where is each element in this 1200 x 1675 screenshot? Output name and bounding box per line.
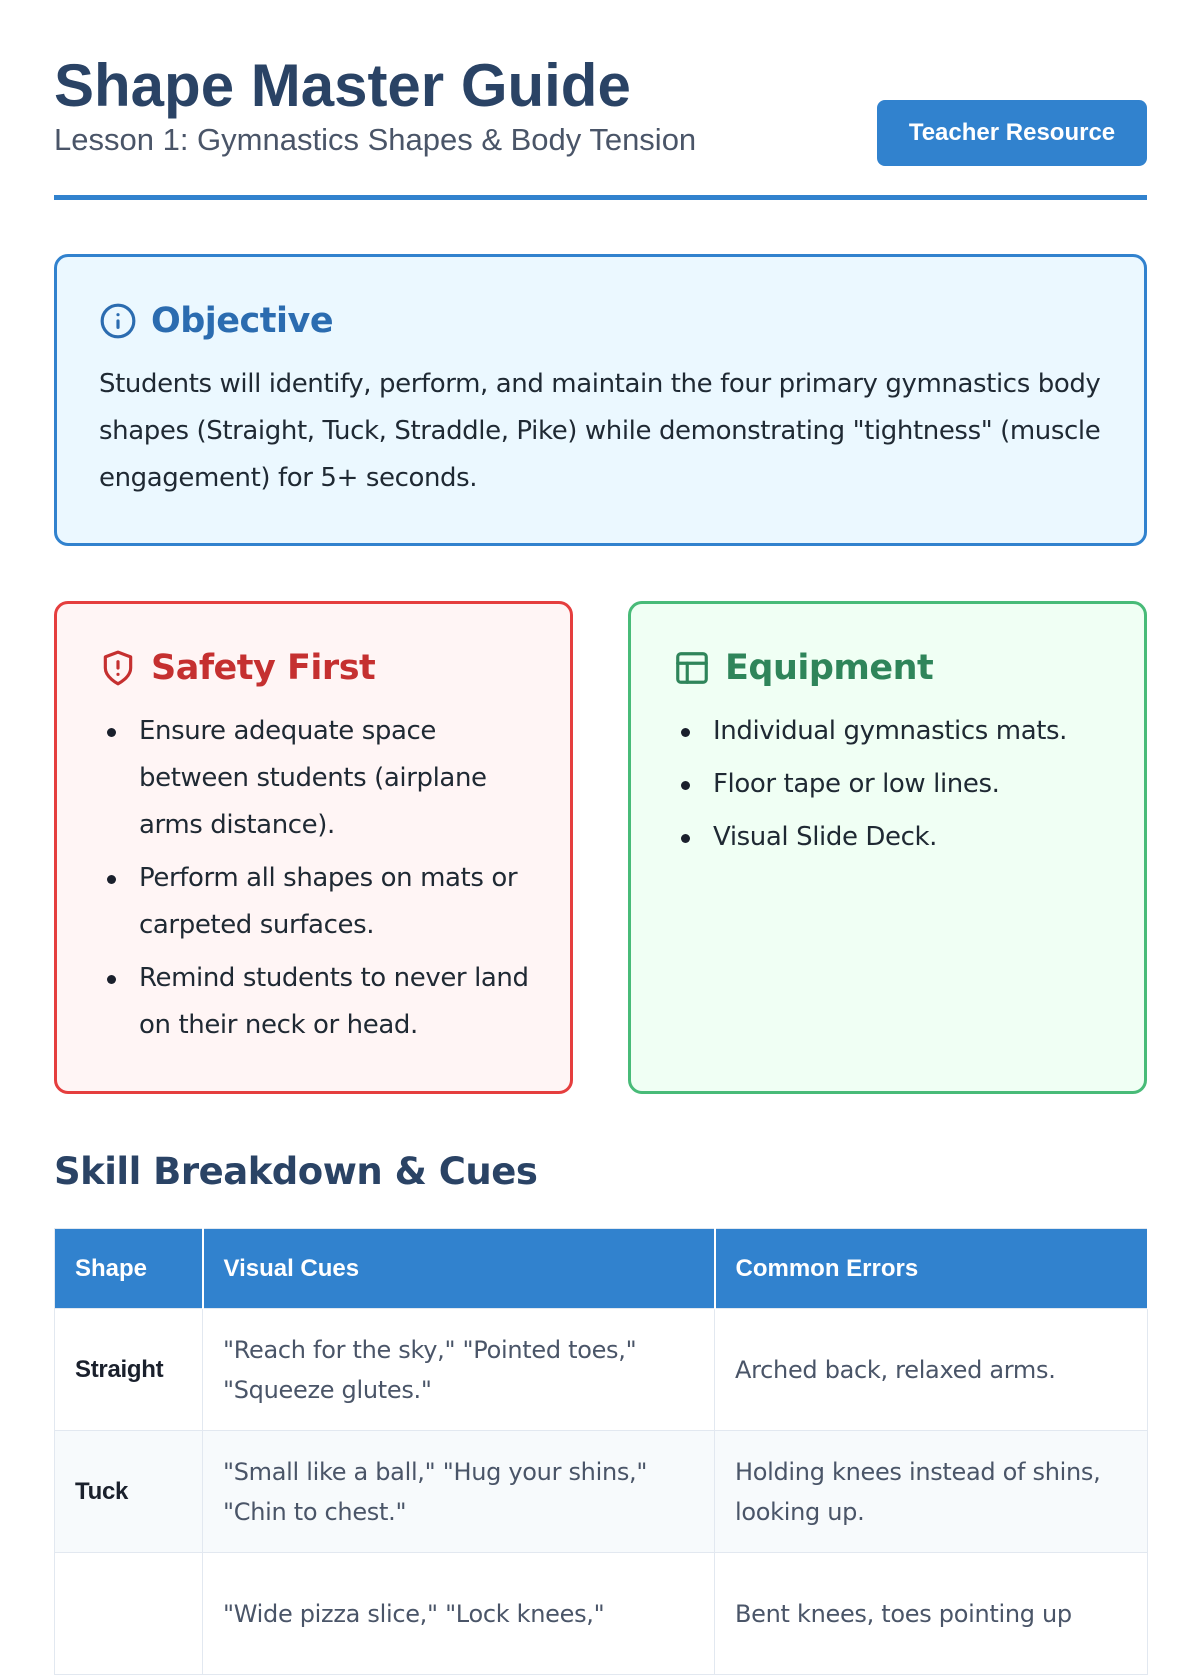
page-header xyxy=(54,52,1147,200)
objective-heading xyxy=(99,299,1104,343)
equipment-item: Visual Slide Deck. xyxy=(673,814,1104,861)
errors-cell: Holding knees instead of shins, looking up. xyxy=(715,1431,1148,1553)
column-header-cues: Visual Cues xyxy=(203,1229,715,1309)
safety-heading-label: Safety First xyxy=(151,648,376,688)
equipment-card xyxy=(628,601,1147,1094)
info-icon xyxy=(99,302,137,340)
skills-table xyxy=(54,1228,1149,1675)
objective-heading-label: Objective xyxy=(151,301,334,341)
equipment-heading-label: Equipment xyxy=(725,648,934,688)
equipment-heading xyxy=(673,646,1104,690)
objective-card xyxy=(54,254,1147,546)
lesson-subtitle: Lesson 1: Gymnastics Shapes & Body Tension xyxy=(54,122,697,157)
table-row xyxy=(55,1553,1148,1675)
cues-cell: "Wide pizza slice," "Lock knees," xyxy=(203,1553,715,1675)
shield-alert-icon xyxy=(99,649,137,687)
column-header-errors: Common Errors xyxy=(715,1229,1148,1309)
table-row xyxy=(55,1431,1148,1553)
equipment-list xyxy=(673,708,1104,861)
table-row xyxy=(55,1309,1148,1431)
equipment-item: Floor tape or low lines. xyxy=(673,761,1104,808)
safety-item: Ensure adequate space between students (airplane arms distance). xyxy=(99,708,530,849)
equipment-item: Individual gymnastics mats. xyxy=(673,708,1104,755)
errors-cell: Arched back, relaxed arms. xyxy=(715,1309,1148,1431)
safety-heading xyxy=(99,646,530,690)
cues-cell: "Reach for the sky," "Pointed toes," "Squeeze glutes." xyxy=(203,1309,715,1431)
safety-item: Remind students to never land on their neck or head. xyxy=(99,955,530,1049)
layout-icon xyxy=(673,649,711,687)
page-title: Shape Master Guide xyxy=(54,52,631,119)
shape-cell: Straight xyxy=(55,1309,203,1431)
teacher-resource-badge[interactable]: Teacher Resource xyxy=(877,100,1147,166)
column-header-shape: Shape xyxy=(55,1229,203,1309)
objective-text: Students will identify, perform, and maintain the four primary gymnastics body shapes (Straight, Tuck, Straddle, Pike) while demonstrating "tightness" (muscle engagement) for 5+ seconds. xyxy=(99,369,1101,493)
safety-card xyxy=(54,601,573,1094)
table-header-row xyxy=(55,1229,1148,1309)
skills-heading: Skill Breakdown & Cues xyxy=(54,1150,538,1193)
safety-item: Perform all shapes on mats or carpeted surfaces. xyxy=(99,855,530,949)
errors-cell: Bent knees, toes pointing up xyxy=(715,1553,1148,1675)
safety-list xyxy=(99,708,530,1049)
shape-cell xyxy=(55,1553,203,1675)
cues-cell: "Small like a ball," "Hug your shins," "Chin to chest." xyxy=(203,1431,715,1553)
shape-cell: Tuck xyxy=(55,1431,203,1553)
